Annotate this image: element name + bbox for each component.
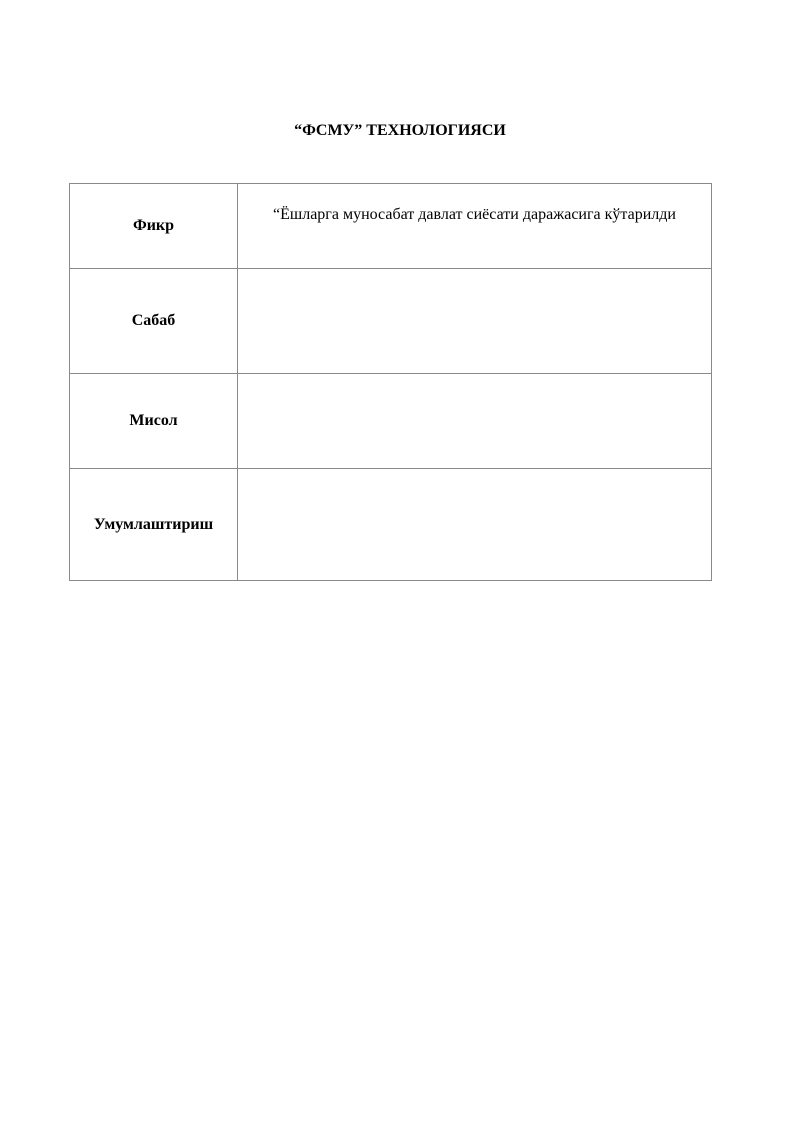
row-content-umumlashtirish-text bbox=[238, 469, 711, 489]
row-content-umumlashtirish[interactable] bbox=[238, 469, 712, 581]
row-content-sabab[interactable] bbox=[238, 269, 712, 374]
row-content-fikr-text: “Ёшларга муносабат давлат сиёсати даражасига кўтарилди bbox=[273, 206, 676, 223]
row-content-fikr[interactable] bbox=[238, 184, 712, 269]
row-content-sabab-text bbox=[238, 269, 711, 289]
row-label-sabab: Сабаб bbox=[70, 269, 238, 374]
table-row-umumlashtirish bbox=[70, 469, 712, 581]
document-title: “ФСМУ” ТЕХНОЛОГИЯСИ bbox=[294, 122, 506, 139]
row-label-misol: Мисол bbox=[70, 374, 238, 469]
row-content-misol[interactable] bbox=[238, 374, 712, 469]
table-row-sabab bbox=[70, 269, 712, 374]
row-content-misol-text bbox=[238, 374, 711, 394]
row-label-fikr: Фикр bbox=[70, 184, 238, 269]
row-label-umumlashtirish: Умумлаштириш bbox=[70, 469, 238, 581]
fsmu-table bbox=[69, 183, 712, 581]
table-row-misol bbox=[70, 374, 712, 469]
table-row-fikr bbox=[70, 184, 712, 269]
